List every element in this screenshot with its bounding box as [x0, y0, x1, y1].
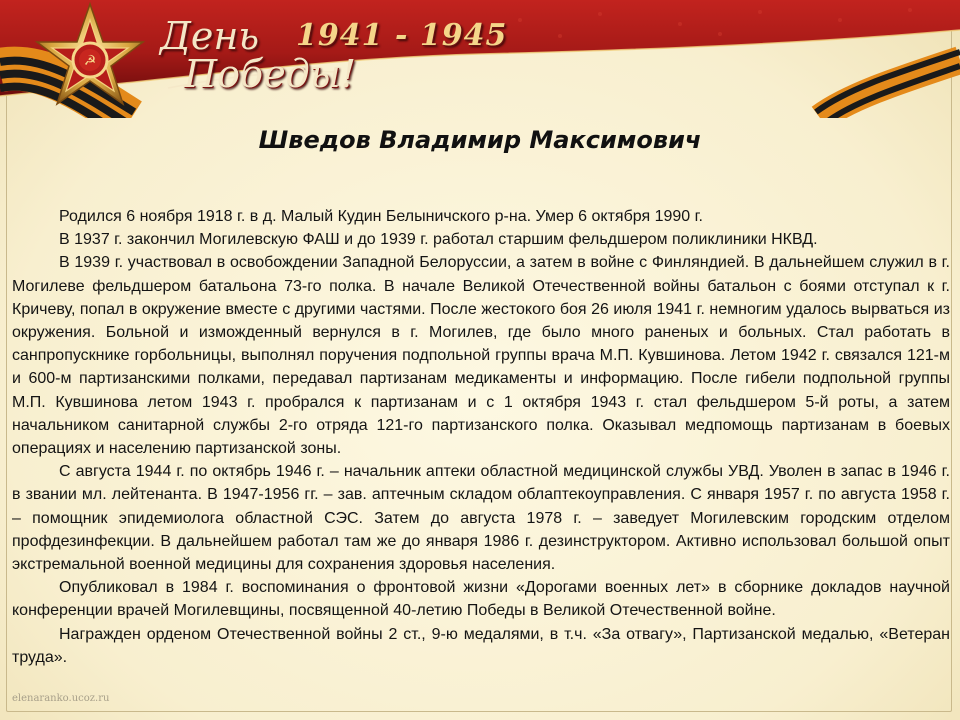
paragraph-education: В 1937 г. закончил Могилевскую ФАШ и до 1939 г. работал старшим фельдшером поликлиники НКВД.	[59, 231, 818, 249]
paragraph-awards: Награжден орденом Отечественной войны 2 ст., 9-ю медалями, в т.ч. «За отвагу», Партизанской медалью, «Ветеран труда».	[12, 625, 950, 666]
biography-text	[12, 205, 950, 669]
page-title: Шведов Владимир Максимович	[258, 126, 702, 154]
banner-victory-word: Победы!	[184, 52, 357, 96]
paragraph-postwar-career: С августа 1944 г. по октябрь 1946 г. – начальник аптеки областной медицинской службы УВД. Уволен в запас в 1946 г. в звании мл. лейтенанта. В 1947-1956 гг. – зав. аптечным складом облаптекоуправления. С января 1957 г. по августа 1958 г. – помощник эпидемиолога областной СЭС. Затем до августа 1978 г. – заведует Могилевским городским отделом профдезинфекции. В дальнейшем работал там же до января 1986 г. дезинструктором. Активно использовал большой опыт экстремальной военной медицины для сохранения здоровья населения.	[12, 463, 950, 574]
banner-years: 1941 - 1945	[296, 18, 508, 53]
svg-text:☭: ☭	[83, 53, 97, 69]
site-watermark: elenaranko.ucoz.ru	[12, 693, 110, 704]
banner-day-word: День	[160, 14, 260, 58]
paragraph-birth: Родился 6 ноября 1918 г. в д. Малый Кудин Белыничского р-на. Умер 6 октября 1990 г.	[59, 208, 703, 225]
victory-day-banner	[0, 0, 960, 118]
paragraph-war-service: В 1939 г. участвовал в освобождении Западной Белоруссии, а затем в войне с Финляндией. В дальнейшем служил в г. Могилеве фельдшером батальона 73-го полка. В начале Великой Отечественной войны батальон с боями отступал к г. Кричеву, попал в окружение вместе с другими частями. После жестокого боя 26 июля 1941 г. немногим удалось вырваться из окружения. Больной и изможденный вернулся в г. Могилев, где было много раненых и больных. Стал работать в санпропускнике горбольницы, выполнял поручения подпольной группы врача М.П. Кувшинова. Летом 1942 г. связался 121-м и 600-м партизанскими полками, передавал партизанам медикаменты и информацию. После гибели подпольной группы М.П. Кувшинова летом 1943 г. пробрался к партизанам и с 1 октября 1943 г. стал фельдшером 5-й роты, а затем начальником санитарной службы 2-го отряда 121-го партизанского полка. Оказывал медпомощь партизанам в боевых операциях и населению партизанской зоны.	[12, 254, 950, 458]
paragraph-publication: Опубликовал в 1984 г. воспоминания о фронтовой жизни «Дорогами военных лет» в сборнике докладов научной конференции врачей Могилевщины, посвященной 40-летию Победы в Великой Отечественной войне.	[12, 579, 950, 620]
